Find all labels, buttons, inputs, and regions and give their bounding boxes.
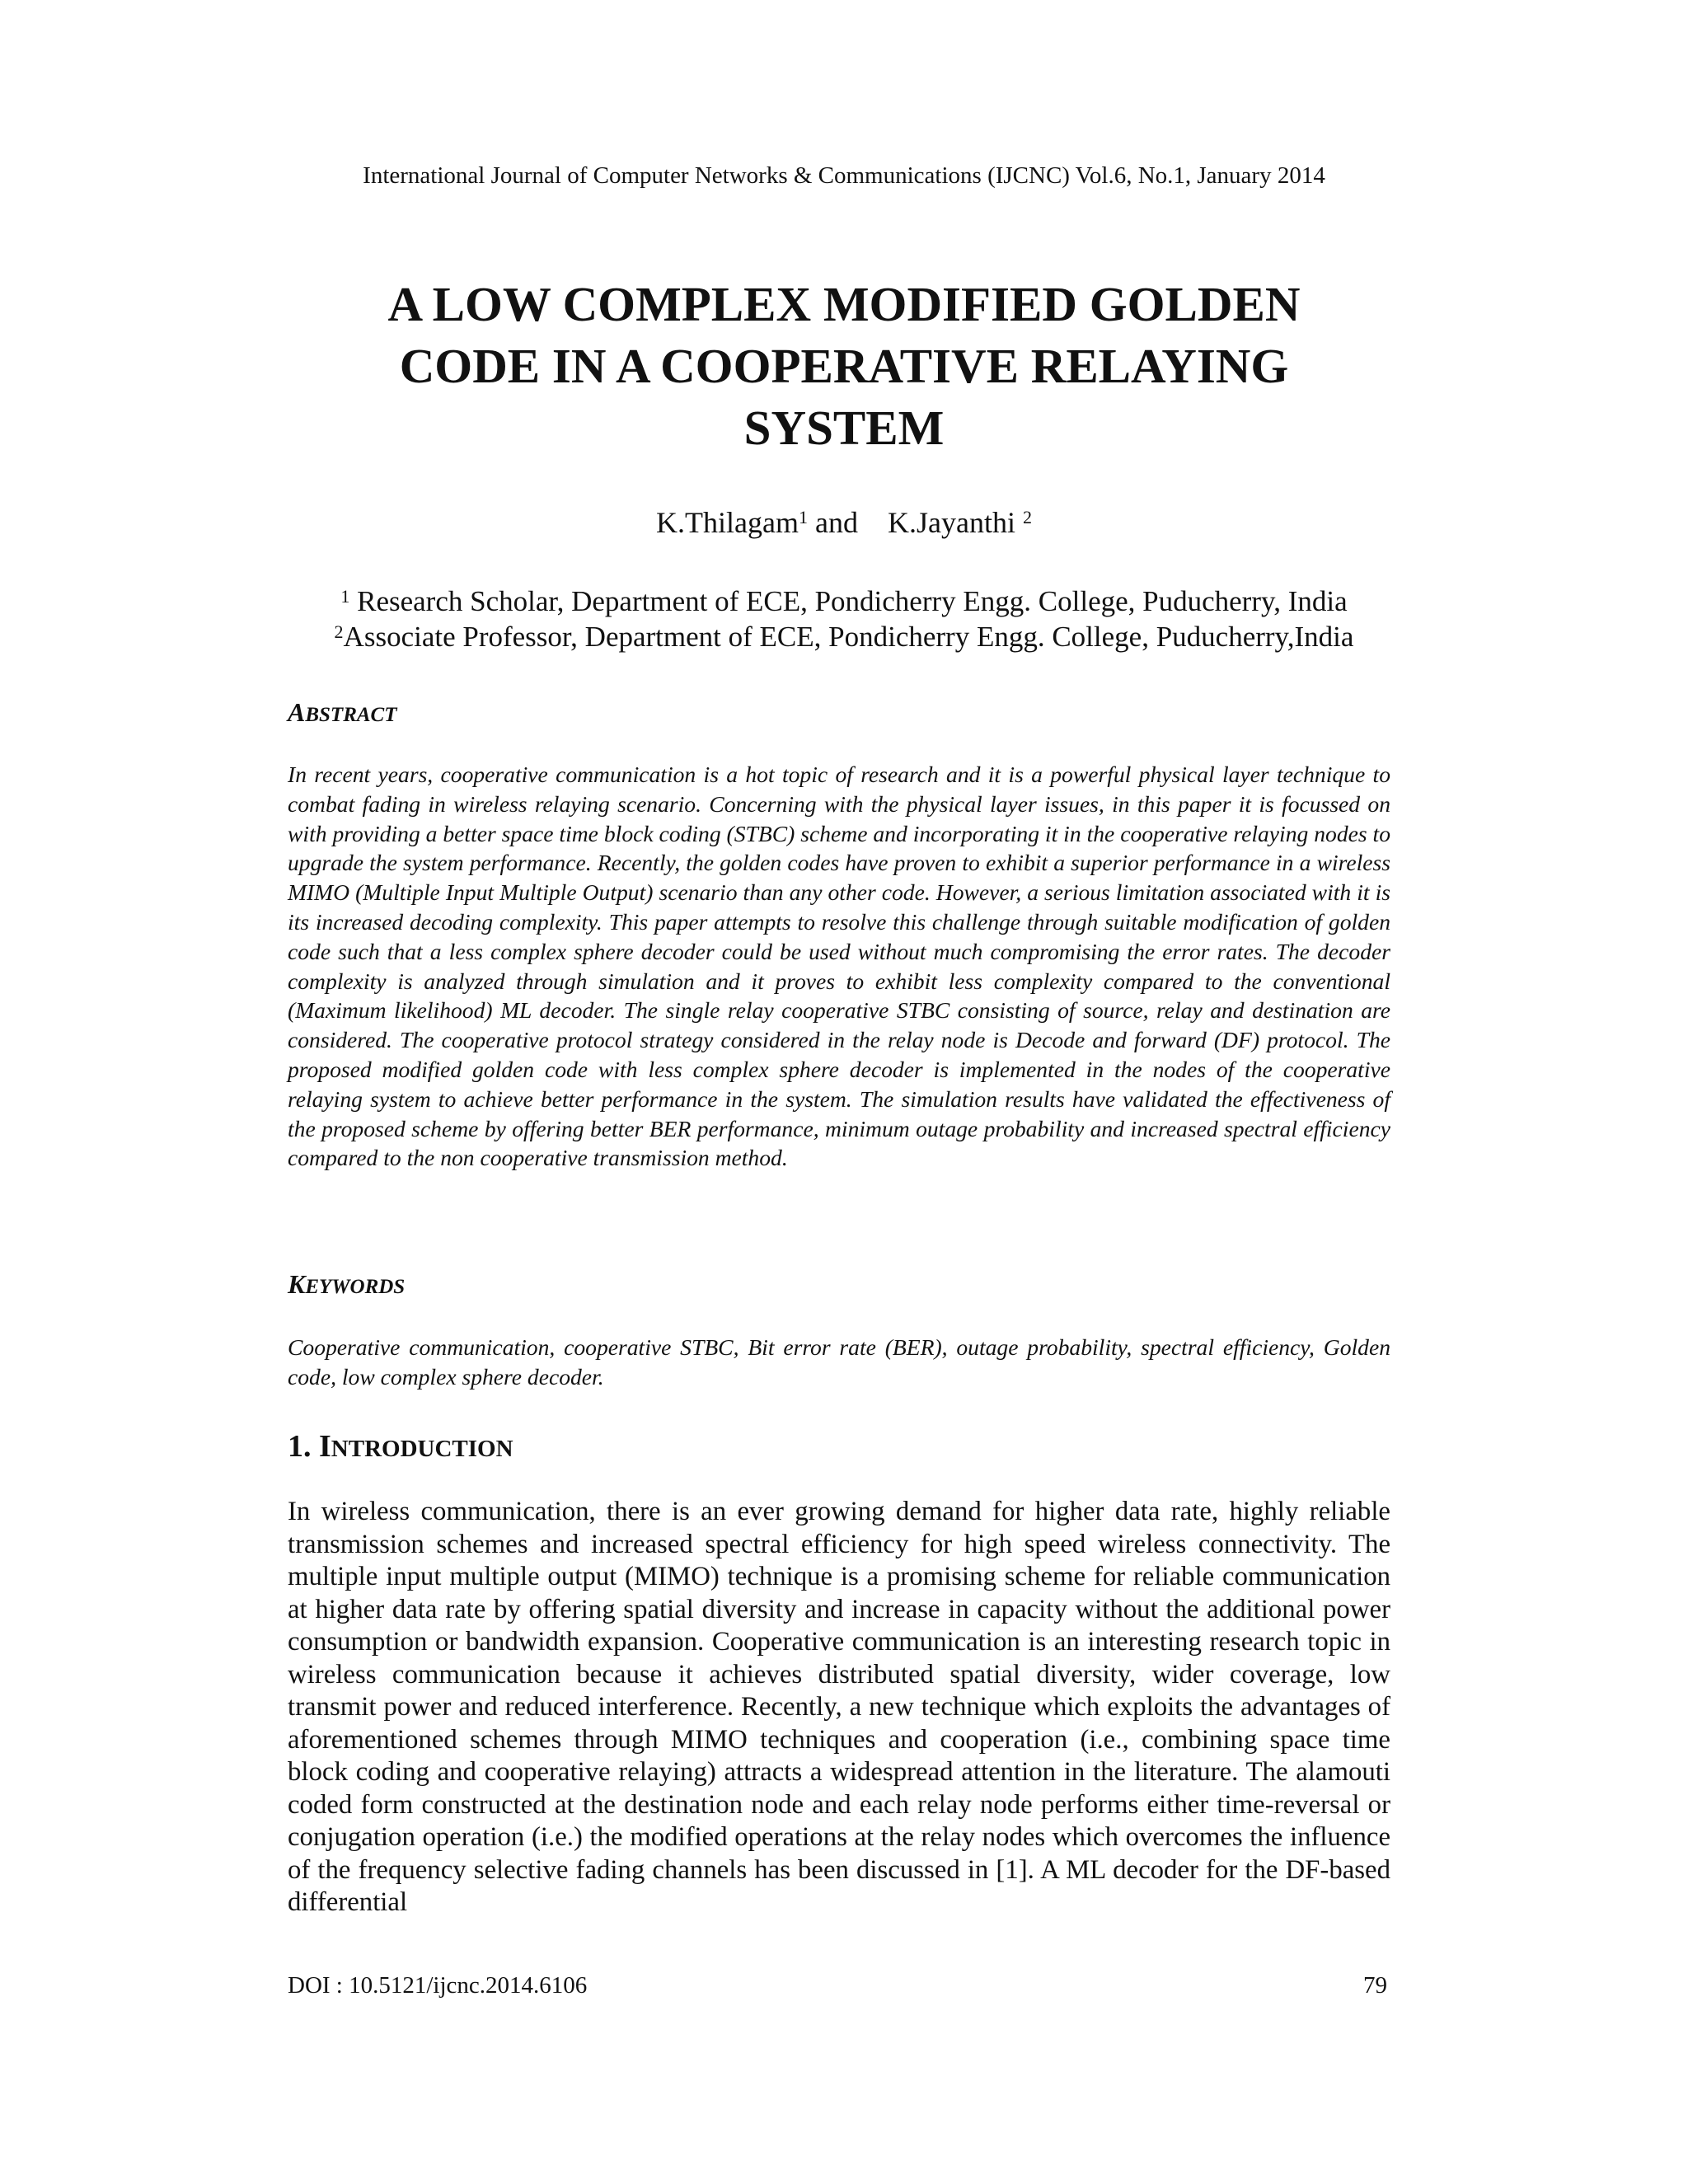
title-line: A LOW COMPLEX MODIFIED GOLDEN — [387, 277, 1301, 331]
affiliation-mark: 2 — [1022, 507, 1032, 527]
author-name: K.Thilagam — [656, 506, 799, 539]
affiliation-mark: 2 — [334, 621, 344, 642]
abstract-heading: ABSTRACT — [288, 697, 397, 727]
author-line — [0, 504, 1688, 541]
affiliation-mark: 1 — [340, 586, 350, 607]
affiliations — [0, 583, 1688, 654]
title-line: SYSTEM — [743, 401, 945, 455]
keywords-heading: KEYWORDS — [288, 1269, 406, 1299]
affiliation-text: Research Scholar, Department of ECE, Pondicherry Engg. College, Puducherry, India — [357, 585, 1348, 617]
affiliation-text: Associate Professor, Department of ECE, Pondicherry Engg. College, Puducherry,India — [343, 621, 1354, 653]
page-number: 79 — [1363, 1972, 1387, 1999]
running-header: International Journal of Computer Networks & Communications (IJCNC) Vol.6, No.1, January 2014 — [363, 162, 1325, 189]
affiliation-line — [0, 583, 1688, 619]
keywords-text: Cooperative communication, cooperative STBC, Bit error rate (BER), outage probability, spectral efficiency, Golden code, low complex sphere decoder. — [288, 1334, 1390, 1390]
introduction-text: In wireless communication, there is an ever growing demand for higher data rate, highly reliable transmission schemes and increased spectral efficiency for high speed wireless connectivity. The multiple input multiple output (MIMO) technique is a promising scheme for reliable communication at higher data rate by offering spatial diversity and increase in capacity without the additional power consumption or bandwidth expansion. Cooperative communication is an interesting research topic in wireless communication because it achieves distributed spatial diversity, wider coverage, low transmit power and reduced interference. Recently, a new technique which exploits the advantages of aforementioned schemes through MIMO techniques and cooperation (i.e., combining space time block coding and cooperative relaying) attracts a widespread attention in the literature. The alamouti coded form constructed at the destination node and each relay node performs either time-reversal or conjugation operation (i.e.) the modified operations at the relay nodes which overcomes the influence of the frequency selective fading channels has been discussed in [1]. A ML decoder for the DF-based differential — [288, 1497, 1390, 1917]
doi: DOI : 10.5121/ijcnc.2014.6106 — [288, 1972, 588, 1999]
author-name: K.Jayanthi — [887, 506, 1015, 539]
introduction-heading: 1. INTRODUCTION — [288, 1429, 513, 1464]
affiliation-mark: 1 — [799, 507, 808, 527]
author-connector: and — [815, 506, 858, 539]
paper-title — [0, 274, 1688, 459]
affiliation-line — [0, 619, 1688, 654]
title-line: CODE IN A COOPERATIVE RELAYING — [399, 339, 1289, 393]
abstract-text: In recent years, cooperative communication is a hot topic of research and it is a powerful physical layer technique to combat fading in wireless relaying scenario. Concerning with the physical layer issues, in this paper it is focussed on with providing a better space time block coding (STBC) scheme and incorporating it in the cooperative relaying nodes to upgrade the system performance. Recently, the golden codes have proven to exhibit a superior performance in a wireless MIMO (Multiple Input Multiple Output) scenario than any other code. However, a serious limitation associated with it is its increased decoding complexity. This paper attempts to resolve this challenge through suitable modification of golden code such that a less complex sphere decoder could be used without much compromising the error rates. The decoder complexity is analyzed through simulation and it proves to exhibit less complexity compared to the conventional (Maximum likelihood) ML decoder. The single relay cooperative STBC consisting of source, relay and destination are considered. The cooperative protocol strategy considered in the relay node is Decode and forward (DF) protocol. The proposed modified golden code with less complex sphere decoder is implemented in the nodes of the cooperative relaying system to achieve better performance in the system. The simulation results have validated the effectiveness of the proposed scheme by offering better BER performance, minimum outage probability and increased spectral efficiency compared to the non cooperative transmission method. — [288, 762, 1390, 1171]
